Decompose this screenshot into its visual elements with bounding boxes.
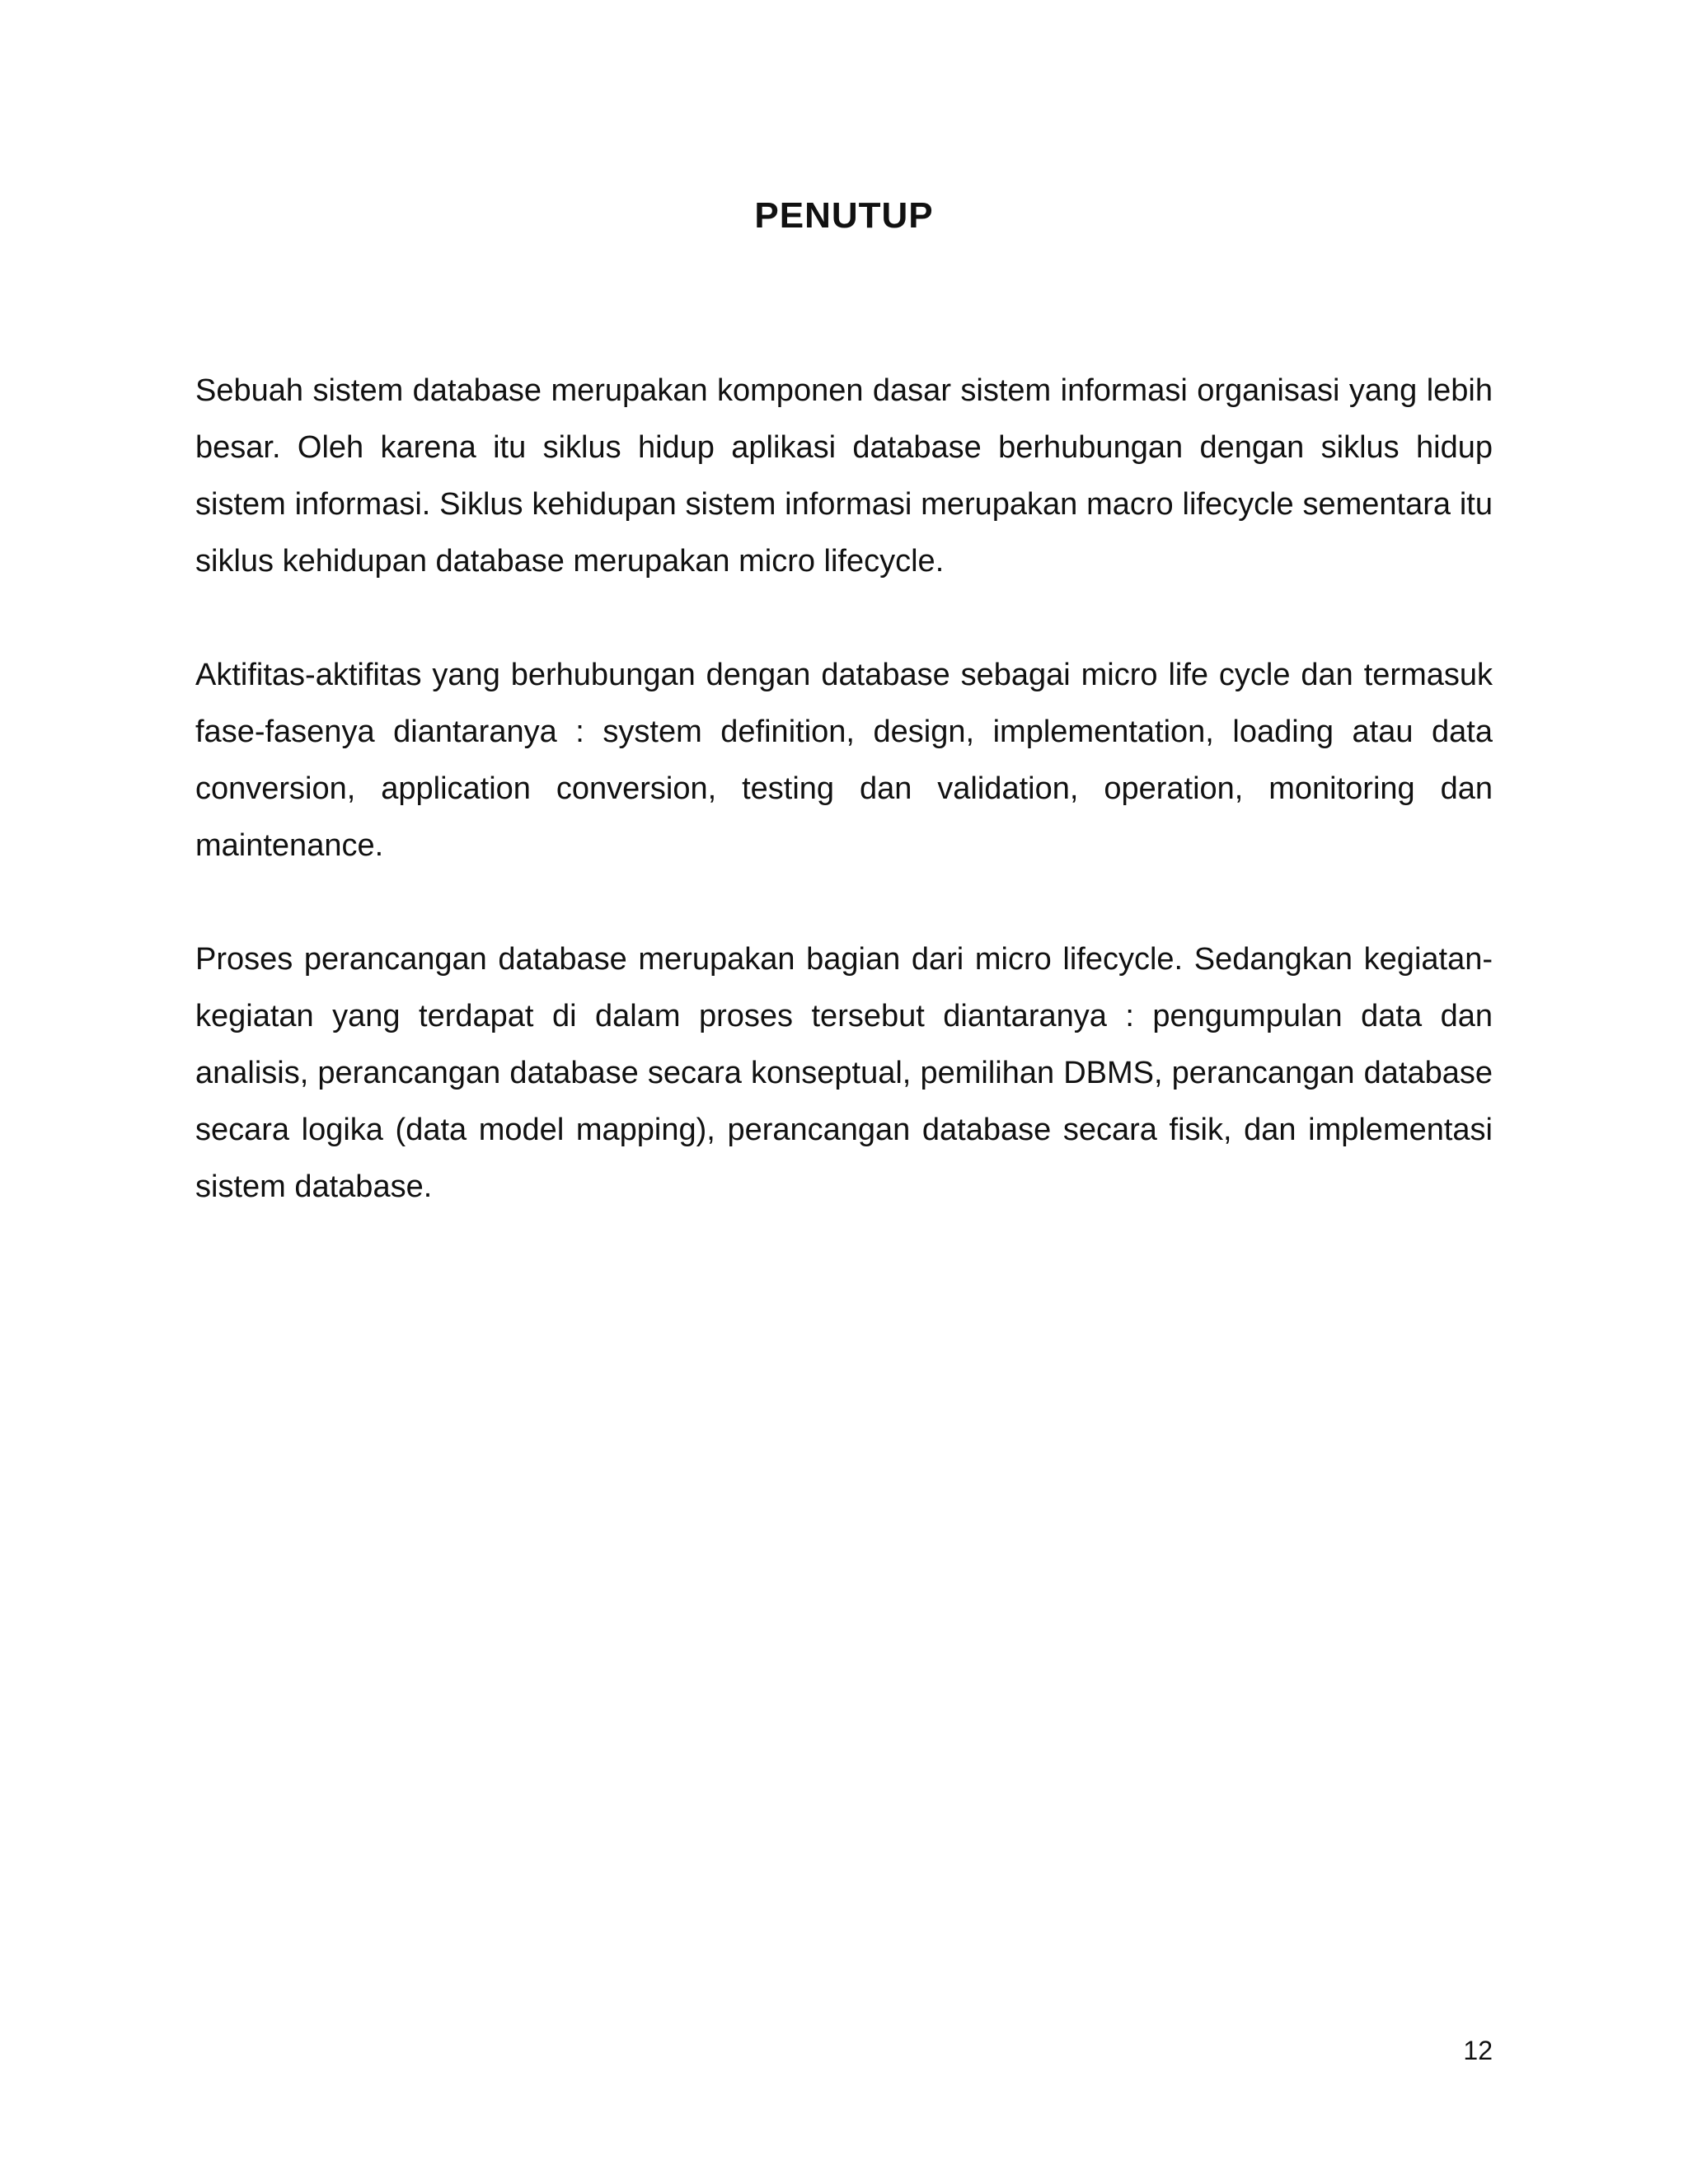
document-body — [195, 363, 1493, 1272]
page-title: PENUTUP — [754, 195, 934, 236]
paragraph-2: Aktifitas-aktifitas yang berhubungan dengan database sebagai micro life cycle dan termasuk fase-fasenya diantaranya : system definition, design, implementation, loading atau data conversion, application conversion, testing dan validation, operation, monitoring dan maintenance. — [195, 658, 1493, 863]
paragraph-1: Sebuah sistem database merupakan komponen dasar sistem informasi organisasi yang lebih besar. Oleh karena itu siklus hidup aplikasi database berhubungan dengan siklus hidup sistem informasi. Siklus kehidupan sistem informasi merupakan macro lifecycle sementara itu siklus kehidupan database merupakan micro lifecycle. — [195, 373, 1493, 579]
paragraph-3: Proses perancangan database merupakan bagian dari micro lifecycle. Sedangkan kegiatan-kegiatan yang terdapat di dalam proses tersebut diantaranya : pengumpulan data dan analisis, perancangan database secara konseptual, pemilihan DBMS, perancangan database secara logika (data model mapping), perancangan database secara fisik, dan implementasi sistem database. — [195, 942, 1493, 1204]
page-number: 12 — [1463, 2036, 1493, 2065]
